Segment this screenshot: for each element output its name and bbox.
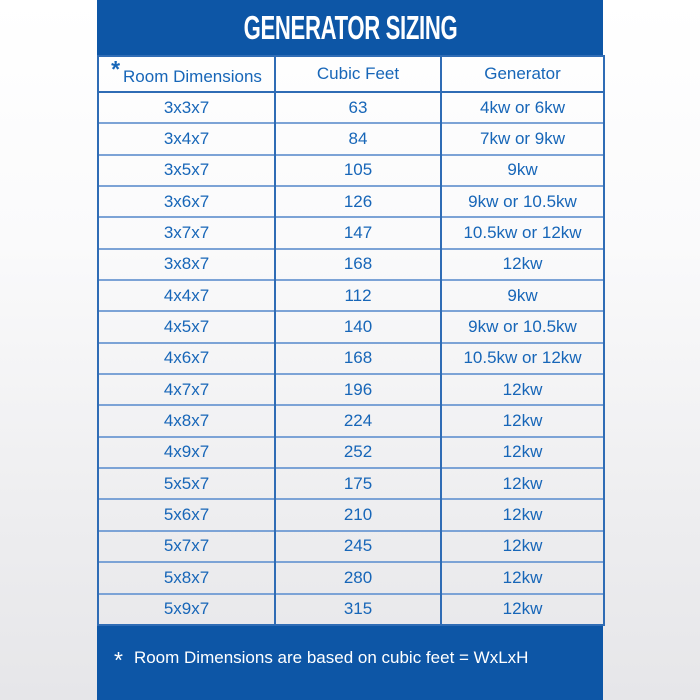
generator-sizing-table [97,55,605,626]
table-row [98,92,604,123]
table-row [98,405,604,436]
cell-cubic-feet: 140 [275,311,441,342]
cell-cubic-feet: 147 [275,217,441,248]
cell-generator: 9kw or 10.5kw [441,311,604,342]
table-row [98,468,604,499]
footer-note-bar: * Room Dimensions are based on cubic feet = WxLxH [97,626,603,700]
cell-cubic-feet: 105 [275,155,441,186]
title-banner [97,0,603,55]
cell-room-dimensions: 4x8x7 [98,405,275,436]
cell-room-dimensions: 4x7x7 [98,374,275,405]
page-title: GENERATOR SIZING [243,8,457,46]
table-row [98,217,604,248]
cell-room-dimensions: 5x9x7 [98,594,275,626]
table-row [98,155,604,186]
column-header-label: Room Dimensions [123,66,262,86]
generator-sizing-panel [97,0,603,700]
cell-room-dimensions: 4x5x7 [98,311,275,342]
cell-generator: 9kw [441,155,604,186]
cell-generator: 10.5kw or 12kw [441,217,604,248]
cell-room-dimensions: 3x3x7 [98,92,275,123]
cell-room-dimensions: 4x9x7 [98,437,275,468]
column-header-label: Generator [484,64,561,83]
cell-generator: 12kw [441,499,604,530]
table-row [98,594,604,626]
cell-generator: 12kw [441,562,604,593]
cell-room-dimensions: 5x5x7 [98,468,275,499]
table-row [98,374,604,405]
table-row [98,280,604,311]
cell-cubic-feet: 84 [275,123,441,154]
cell-generator: 10.5kw or 12kw [441,343,604,374]
table-row [98,123,604,154]
cell-generator: 12kw [441,437,604,468]
cell-cubic-feet: 168 [275,343,441,374]
cell-cubic-feet: 210 [275,499,441,530]
cell-room-dimensions: 4x4x7 [98,280,275,311]
cell-room-dimensions: 3x8x7 [98,249,275,280]
table-row [98,249,604,280]
cell-cubic-feet: 315 [275,594,441,626]
column-header-cubic-feet [275,56,441,92]
cell-room-dimensions: 3x7x7 [98,217,275,248]
cell-generator: 9kw [441,280,604,311]
cell-cubic-feet: 245 [275,531,441,562]
cell-room-dimensions: 3x5x7 [98,155,275,186]
cell-cubic-feet: 280 [275,562,441,593]
cell-cubic-feet: 168 [275,249,441,280]
column-header-generator [441,56,604,92]
column-header-room-dimensions [98,56,275,92]
column-header-label: Cubic Feet [316,64,400,83]
table-row [98,499,604,530]
cell-generator: 4kw or 6kw [441,92,604,123]
cell-cubic-feet: 175 [275,468,441,499]
table-row [98,437,604,468]
cell-cubic-feet: 196 [275,374,441,405]
table-row [98,311,604,342]
cell-generator: 12kw [441,249,604,280]
cell-cubic-feet: 112 [275,280,441,311]
cell-generator: 12kw [441,405,604,436]
cell-generator: 12kw [441,374,604,405]
cell-room-dimensions: 4x6x7 [98,343,275,374]
cell-room-dimensions: 5x8x7 [98,562,275,593]
header-asterisk-marker: * [111,55,121,82]
cell-room-dimensions: 3x4x7 [98,123,275,154]
cell-generator: 12kw [441,468,604,499]
cell-cubic-feet: 63 [275,92,441,123]
cell-room-dimensions: 5x6x7 [98,499,275,530]
cell-room-dimensions: 3x6x7 [98,186,275,217]
cell-cubic-feet: 224 [275,405,441,436]
cell-generator: 12kw [441,594,604,626]
cell-cubic-feet: 252 [275,437,441,468]
table-row [98,343,604,374]
cell-generator: 12kw [441,531,604,562]
table-row [98,562,604,593]
table-header-row [98,56,604,92]
cell-room-dimensions: 5x7x7 [98,531,275,562]
cell-generator: 7kw or 9kw [441,123,604,154]
cell-generator: 9kw or 10.5kw [441,186,604,217]
table-row [98,186,604,217]
cell-cubic-feet: 126 [275,186,441,217]
footnote-text: Room Dimensions are based on cubic feet = WxLxH [133,648,529,667]
table-row [98,531,604,562]
